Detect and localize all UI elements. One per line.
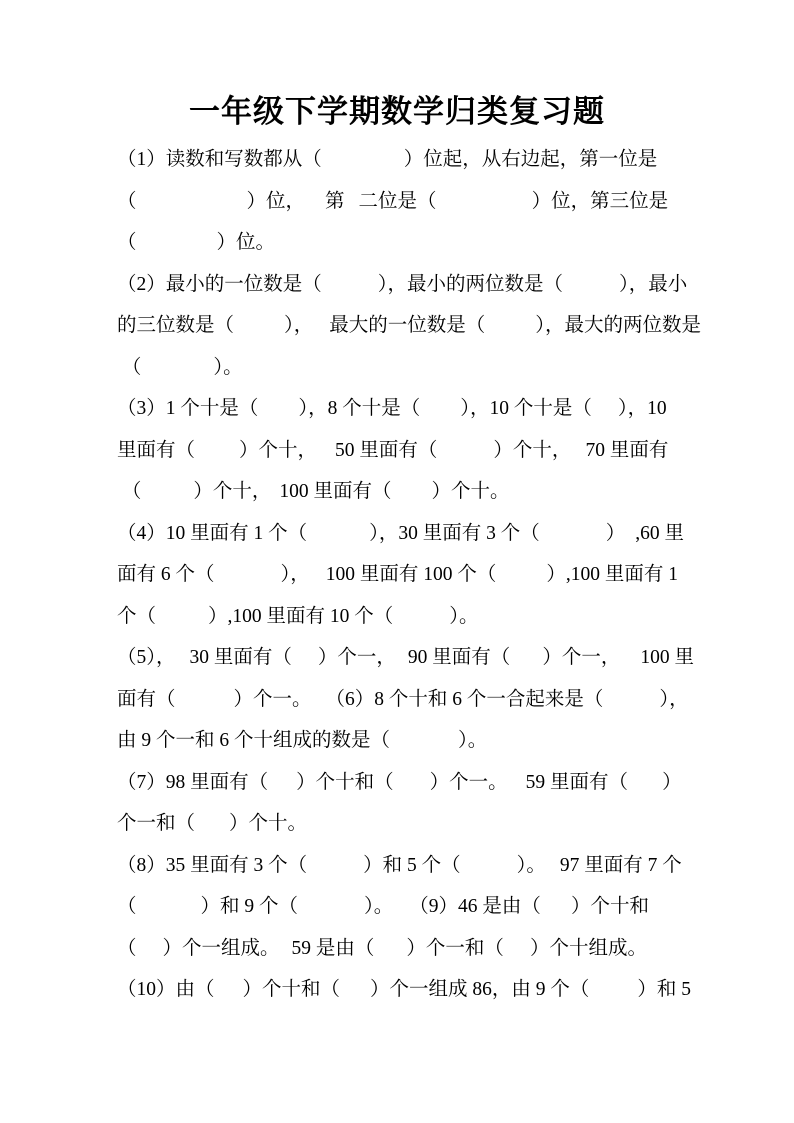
text-run: 59 里面有（ — [525, 771, 629, 793]
text-run: ） — [662, 771, 682, 793]
answer-blank — [396, 662, 408, 663]
answer-blank — [485, 330, 535, 331]
answer-blank — [298, 911, 364, 912]
text-run: ）个十组成。 — [529, 937, 647, 959]
answer-blank — [137, 247, 217, 248]
text-run: （ — [117, 356, 142, 378]
text-run: ）， — [284, 315, 314, 336]
text-run: 个（ — [117, 605, 157, 627]
text-run: ）个十和（ — [242, 979, 341, 1000]
text-run: ）个十， — [239, 439, 318, 461]
text-line — [117, 347, 677, 389]
document-body — [117, 139, 702, 1011]
text-line — [117, 554, 677, 596]
answer-blank — [392, 496, 432, 497]
text-line — [117, 222, 677, 264]
answer-blank — [176, 662, 190, 663]
answer-blank — [195, 828, 229, 829]
text-line — [117, 139, 677, 181]
text-line — [117, 886, 677, 928]
text-run: ）个十， — [493, 439, 572, 461]
text-run: ）。 — [364, 896, 394, 917]
text-run: 100 里面有（ — [279, 481, 392, 502]
text-line — [117, 513, 685, 555]
text-run: 59 是由（ — [291, 937, 375, 959]
text-run: 97 里面有 7 个 — [559, 854, 682, 876]
answer-blank — [258, 413, 298, 414]
text-run: （8）35 里面有 3 个（ — [117, 854, 308, 876]
text-run: ），10 个十是（ — [460, 398, 592, 419]
question-paragraph — [117, 845, 682, 970]
answer-blank — [195, 455, 239, 456]
text-run: ）。 — [213, 356, 243, 378]
text-run: ）个十， — [193, 481, 272, 502]
answer-blank — [546, 870, 560, 871]
text-line — [117, 264, 688, 306]
question-paragraph — [117, 969, 692, 1011]
text-run: 最大的一位数是（ — [329, 315, 486, 336]
text-line — [117, 596, 677, 638]
text-run: ），最小的两位数是（ — [377, 273, 564, 295]
text-run: （4）10 里面有 1 个（ — [117, 522, 308, 544]
text-line — [117, 762, 682, 804]
answer-blank — [307, 870, 363, 871]
answer-blank — [322, 289, 378, 290]
question-paragraph — [117, 513, 685, 638]
text-line — [117, 430, 677, 472]
question-paragraph — [117, 139, 677, 264]
answer-blank — [292, 662, 318, 663]
answer-blank — [393, 621, 449, 622]
text-run: ）个一组成 86，由 9 个（ — [370, 979, 590, 1000]
text-line — [117, 803, 677, 845]
text-run: ）。 — [516, 854, 546, 876]
answer-blank — [625, 538, 635, 539]
text-run: ）个十。 — [229, 813, 308, 834]
text-run: ）位，第三位是 — [531, 190, 669, 212]
answer-blank — [420, 413, 460, 414]
question-paragraph — [117, 264, 702, 389]
text-run: ）和 5 个（ — [363, 854, 461, 876]
text-run: ），最大的两位数是 — [535, 315, 702, 336]
text-line — [117, 181, 677, 223]
text-run: ）,100 里面有 1 — [546, 564, 679, 585]
answer-blank — [571, 455, 585, 456]
answer-blank — [340, 994, 370, 995]
answer-blank — [137, 206, 247, 207]
answer-blank — [141, 496, 193, 497]
text-run: （3）1 个十是（ — [117, 398, 259, 419]
text-run: ），10 — [617, 398, 667, 419]
answer-blank — [176, 704, 234, 705]
text-line — [117, 471, 677, 513]
answer-blank — [592, 413, 618, 414]
text-run: 面有 6 个（ — [117, 564, 215, 585]
answer-blank — [393, 911, 409, 912]
question-paragraph — [117, 637, 694, 762]
answer-blank — [268, 787, 296, 788]
answer-blank — [620, 662, 640, 663]
question-paragraph — [117, 762, 682, 845]
text-run: ,60 里 — [635, 522, 685, 544]
answer-blank — [312, 704, 326, 705]
answer-blank — [215, 994, 243, 995]
answer-blank — [510, 662, 542, 663]
answer-blank — [280, 953, 292, 954]
text-run: ）个一组成。 — [162, 937, 280, 959]
text-run: ）位。 — [216, 232, 276, 253]
answer-blank — [137, 953, 163, 954]
text-run: ）,100 里面有 10 个（ — [208, 605, 394, 627]
text-run: （9）46 是由（ — [409, 896, 541, 917]
text-line — [117, 720, 677, 762]
answer-blank — [504, 953, 530, 954]
text-line — [117, 679, 689, 721]
answer-blank — [156, 621, 208, 622]
text-line — [117, 928, 677, 970]
answer-blank — [603, 704, 659, 705]
text-run: ）和 9 个（ — [200, 896, 299, 917]
text-run: ）， — [659, 688, 689, 710]
text-run: （ — [117, 937, 137, 959]
answer-blank — [541, 911, 571, 912]
answer-blank — [390, 745, 458, 746]
text-run: 30 里面有（ — [189, 647, 292, 668]
answer-blank — [437, 206, 532, 207]
answer-blank — [628, 787, 662, 788]
question-paragraph — [117, 388, 677, 513]
text-run: ）个十。 — [431, 481, 510, 502]
answer-blank — [437, 455, 493, 456]
answer-blank — [508, 787, 526, 788]
text-run: ）个一。 — [233, 688, 312, 710]
text-line — [117, 305, 702, 347]
text-run: （ — [117, 481, 142, 502]
text-run: ）个一和（ — [406, 937, 504, 959]
text-run: 100 里面有 100 个（ — [325, 564, 497, 585]
text-run: 的三位数是（ — [117, 315, 235, 336]
text-run: （ — [117, 190, 137, 212]
text-run: ） — [605, 522, 626, 544]
text-run: 70 里面有 — [585, 439, 669, 461]
text-run: （2）最小的一位数是（ — [117, 273, 322, 295]
text-run: 里面有（ — [117, 439, 196, 461]
text-run: 个一和（ — [117, 813, 196, 834]
text-line — [117, 388, 677, 430]
answer-blank — [394, 787, 430, 788]
text-run: （1）读数和写数都从（ — [117, 149, 322, 170]
answer-blank — [345, 206, 359, 207]
text-run: ）。 — [449, 605, 479, 627]
answer-blank — [589, 994, 637, 995]
text-line — [117, 969, 692, 1011]
text-run: ）个十和 — [570, 896, 649, 917]
text-run: （10）由（ — [117, 979, 215, 1000]
text-run: ）个一。 — [429, 771, 508, 793]
text-run: 二位是（ — [358, 190, 437, 212]
answer-blank — [317, 455, 335, 456]
text-run: （5）， — [117, 647, 176, 668]
answer-blank — [141, 372, 213, 373]
answer-blank — [234, 330, 284, 331]
document-title: 一年级下学期数学归类复习题 — [189, 94, 605, 129]
answer-blank — [374, 953, 406, 954]
text-run: ）， — [280, 564, 310, 585]
text-run: ）。 — [458, 730, 488, 751]
answer-blank — [310, 579, 326, 580]
text-run: ）位， — [246, 190, 306, 212]
answer-blank — [215, 579, 281, 580]
text-run: 50 里面有（ — [335, 439, 438, 461]
answer-blank — [540, 538, 606, 539]
text-run: ）和 5 — [637, 979, 692, 1000]
text-run: （7）98 里面有（ — [117, 771, 269, 793]
text-run: ）个十和（ — [296, 771, 394, 793]
text-run: ），最小 — [619, 273, 688, 295]
answer-blank — [496, 579, 546, 580]
answer-blank — [307, 538, 369, 539]
text-run: 第 — [325, 190, 345, 212]
text-line — [117, 637, 694, 679]
text-run: ）个一， — [317, 647, 396, 668]
text-run: ）位起，从右边起，第一位是 — [403, 149, 658, 170]
answer-blank — [137, 911, 201, 912]
text-run: （ — [117, 232, 137, 253]
text-run: 90 里面有（ — [407, 647, 511, 668]
text-run: （6）8 个十和 6 个一合起来是（ — [325, 688, 604, 710]
text-run: 面有（ — [117, 688, 176, 710]
text-run: 100 里 — [640, 647, 694, 668]
text-run: ），8 个十是（ — [298, 398, 421, 419]
text-run: ）个一， — [542, 647, 621, 668]
text-run: （ — [117, 896, 137, 917]
answer-blank — [322, 164, 404, 165]
answer-blank — [305, 206, 325, 207]
answer-blank — [313, 330, 329, 331]
answer-blank — [461, 870, 517, 871]
text-run: 由 9 个一和 6 个十组成的数是（ — [117, 730, 391, 751]
text-run: ），30 里面有 3 个（ — [369, 522, 540, 544]
text-line — [117, 845, 682, 887]
answer-blank — [563, 289, 619, 290]
